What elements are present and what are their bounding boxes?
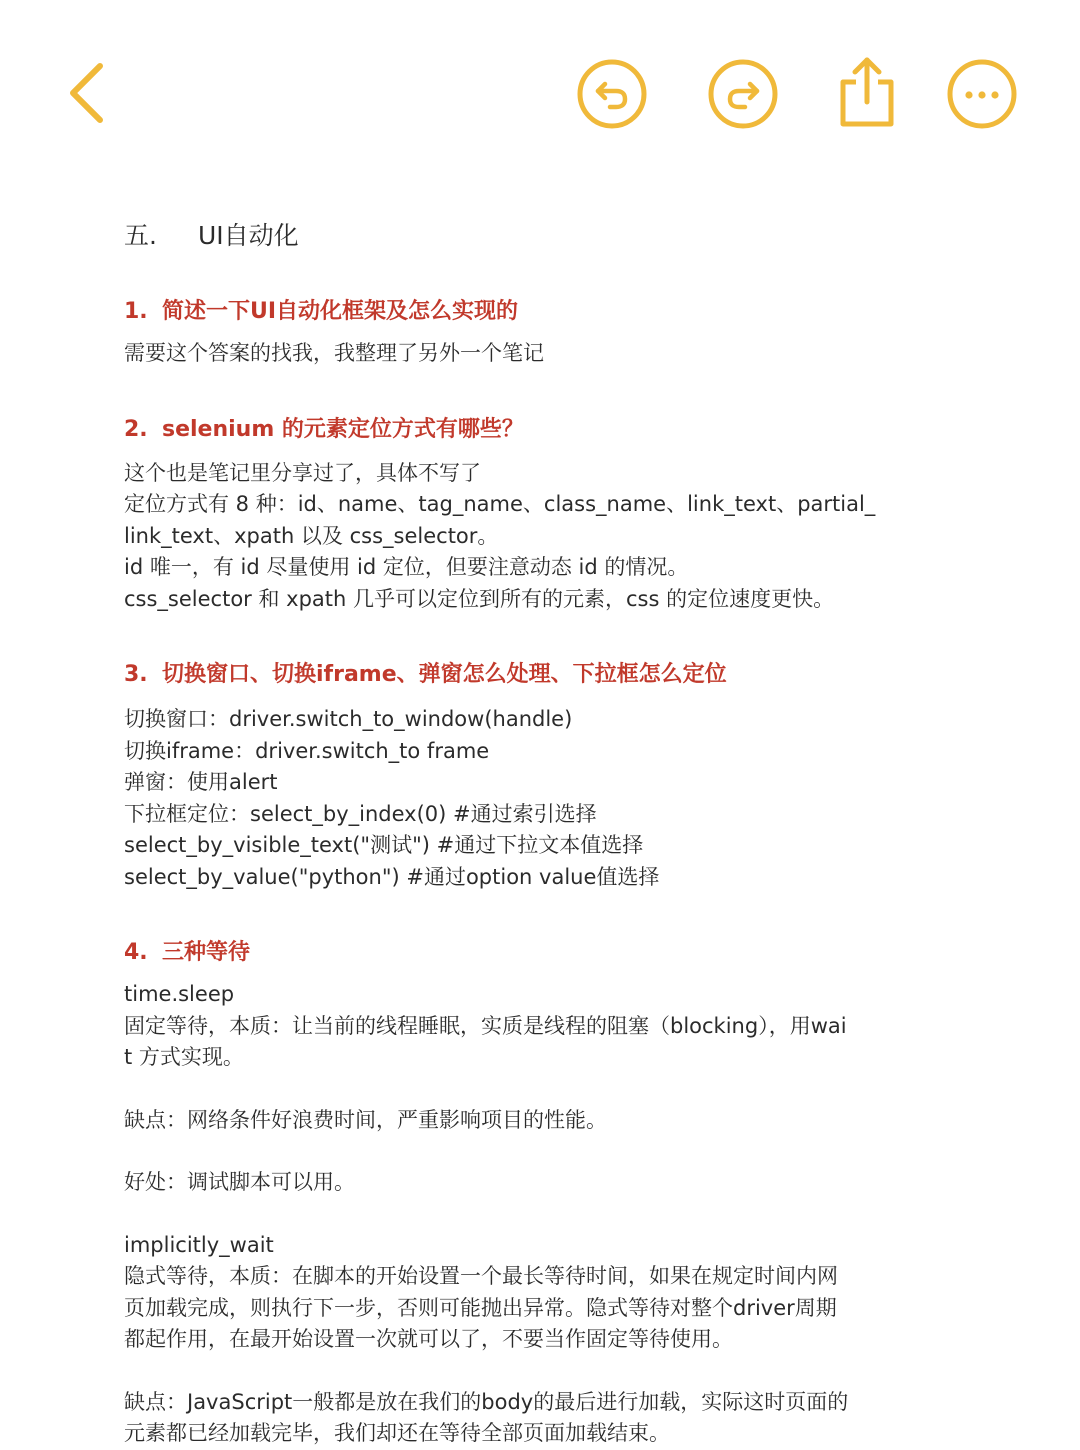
answer-1: [124, 338, 974, 370]
sleep-desc: 固定等待，本质：让当前的线程睡眠，实质是线程的阻塞（blocking），用wai: [124, 1013, 847, 1038]
question-title: selenium 的元素定位方式有哪些？: [162, 416, 524, 442]
answer-line: 切换iframe：driver.switch_to frame: [124, 738, 490, 763]
blank-line: [124, 1356, 974, 1387]
question-title: 切换窗口、切换iframe、弹窗怎么处理、下拉框怎么定位: [162, 662, 727, 687]
question-title: 三种等待: [162, 940, 251, 965]
section-number: 五.: [124, 221, 157, 250]
blank-line: [124, 1136, 974, 1167]
question-1: [124, 296, 974, 328]
answer-line: 需要这个答案的找我，我整理了另外一个笔记: [124, 341, 544, 365]
sleep-cons: 缺点：网络条件好浪费时间，严重影响项目的性能。: [124, 1107, 607, 1132]
question-number: 4.: [124, 940, 148, 965]
question-title: 简述一下UI自动化框架及怎么实现的: [162, 299, 519, 324]
answer-line: css_selector 和 xpath 几乎可以定位到所有的元素，css 的定位速度更快。: [124, 586, 835, 611]
answer-3: [124, 704, 974, 893]
implicit-cons: 缺点：JavaScript一般都是放在我们的body的最后进行加载，实际这时页面的: [124, 1389, 849, 1414]
answer-2: [124, 458, 974, 616]
section-title-text: UI自动化: [198, 221, 299, 250]
blank-line: [124, 1074, 974, 1105]
share-button[interactable]: [832, 52, 902, 132]
chevron-left-icon: [62, 58, 114, 128]
note-content: [124, 212, 974, 1450]
question-number: 2.: [124, 416, 148, 442]
answer-line: 切换窗口：driver.switch_to_window(handle): [124, 707, 573, 731]
question-2: [124, 414, 974, 446]
question-number: 3.: [124, 662, 148, 687]
question-4: [124, 937, 974, 969]
blank-line: [124, 1199, 974, 1230]
sleep-pros: 好处：调试脚本可以用。: [124, 1170, 355, 1194]
answer-line: 弹窗：使用alert: [124, 770, 278, 794]
toolbar: [0, 0, 1080, 190]
section-title: [124, 212, 974, 260]
sleep-desc: t 方式实现。: [124, 1045, 244, 1069]
answer-line: select_by_visible_text("测试") #通过下拉文本值选择: [124, 833, 644, 857]
back-button[interactable]: [62, 58, 114, 128]
redo-icon: [707, 58, 779, 130]
answer-line: id 唯一，有 id 尽量使用 id 定位，但要注意动态 id 的情况。: [124, 555, 689, 579]
question-3: [124, 659, 974, 691]
answer-line: link_text、xpath 以及 css_selector。: [124, 523, 499, 548]
implicit-desc: 页加载完成，则执行下一步，否则可能抛出异常。隐式等待对整个driver周期: [124, 1295, 837, 1320]
more-icon: [946, 58, 1018, 130]
undo-icon: [576, 58, 648, 130]
answer-4: [124, 979, 974, 1450]
answer-line: 定位方式有 8 种：id、name、tag_name、class_name、link_text、partial_: [124, 492, 876, 516]
question-number: 1.: [124, 299, 148, 324]
implicit-desc: 都起作用，在最开始设置一次就可以了，不要当作固定等待使用。: [124, 1327, 733, 1351]
share-icon: [832, 52, 902, 132]
implicit-label: implicitly_wait: [124, 1232, 274, 1257]
implicit-cons: 元素都已经加载完毕，我们却还在等待全部页面加载结束。: [124, 1421, 670, 1445]
more-button[interactable]: [946, 58, 1018, 130]
undo-button[interactable]: [576, 58, 648, 130]
implicit-desc: 隐式等待，本质：在脚本的开始设置一个最长等待时间，如果在规定时间内网: [124, 1264, 838, 1288]
answer-line: 这个也是笔记里分享过了，具体不写了: [124, 460, 481, 485]
sleep-label: time.sleep: [124, 982, 235, 1006]
redo-button[interactable]: [707, 58, 779, 130]
answer-line: select_by_value("python") #通过option value值选择: [124, 864, 660, 889]
answer-line: 下拉框定位：select_by_index(0) #通过索引选择: [124, 801, 597, 826]
